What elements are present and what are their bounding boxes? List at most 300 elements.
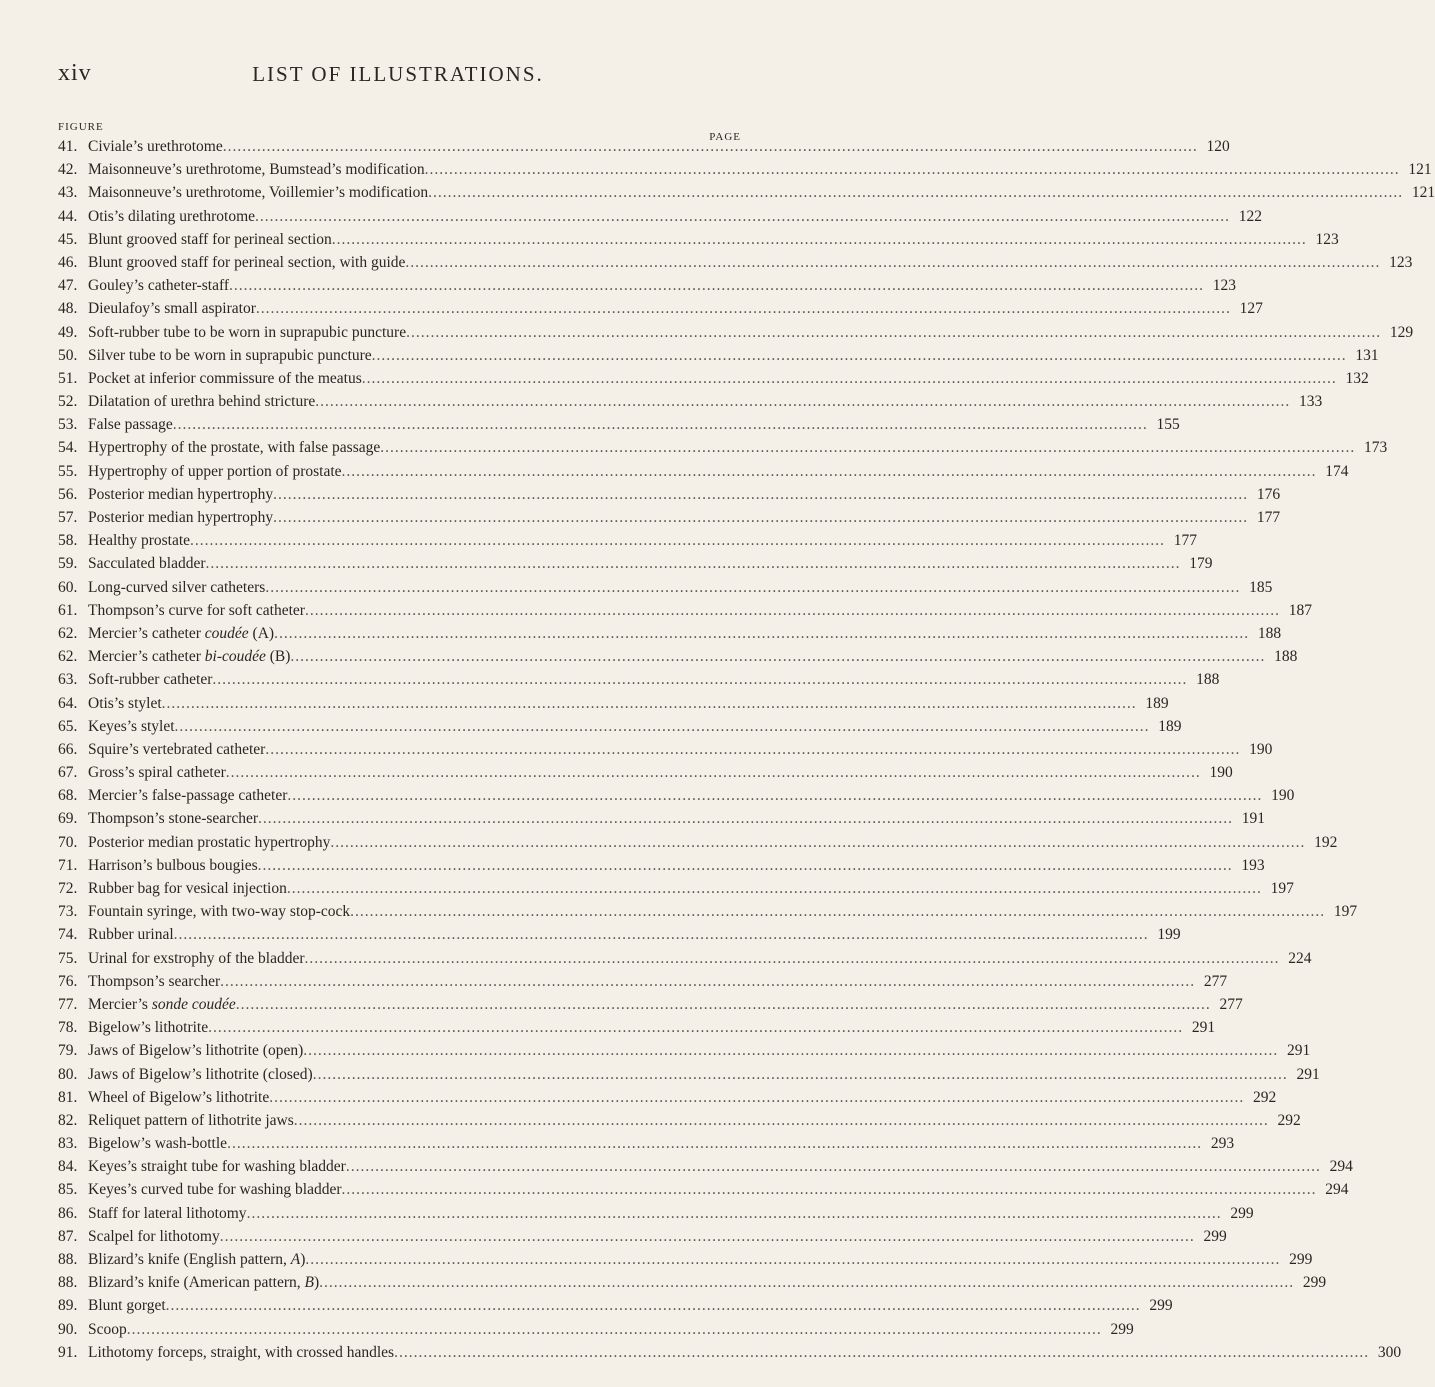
- dot-leader: [258, 810, 1233, 828]
- running-title: LIST OF ILLUSTRATIONS.: [252, 62, 544, 86]
- dot-leader: [305, 1251, 1280, 1269]
- list-item: [58, 1088, 1277, 1112]
- dot-leader: [394, 1344, 1369, 1362]
- page-reference: 199: [1157, 926, 1181, 944]
- figure-number: 90.: [58, 1320, 78, 1338]
- figure-number: 82.: [58, 1111, 78, 1129]
- dot-leader: [265, 579, 1240, 597]
- dot-leader: [127, 1321, 1102, 1339]
- list-item: [58, 880, 1294, 903]
- figure-caption: [88, 416, 173, 434]
- caption-italic: A: [290, 1251, 301, 1268]
- figure-number: 62.: [58, 648, 78, 666]
- figure-number: 64.: [58, 694, 78, 712]
- list-item: [58, 903, 1358, 926]
- page-reference: 300: [1377, 1343, 1402, 1361]
- caption-text: Soft-rubber catheter: [88, 671, 213, 689]
- page-reference: 299: [1110, 1320, 1134, 1338]
- figure-number: 86.: [58, 1204, 78, 1222]
- list-item: [58, 648, 1298, 671]
- dot-leader: [205, 555, 1180, 573]
- list-item: [58, 416, 1180, 439]
- caption-text: Mercier’s: [88, 995, 148, 1013]
- page-reference: 293: [1210, 1135, 1235, 1153]
- page-reference: 123: [1389, 253, 1413, 271]
- figure-caption: [88, 1321, 127, 1339]
- list-item: [58, 230, 1339, 254]
- figure-number: 55.: [58, 462, 78, 480]
- figure-caption: [88, 300, 256, 318]
- caption-text: Scalpel for lithotomy: [88, 1227, 220, 1245]
- caption-text: Rubber urinal: [88, 926, 174, 944]
- list-item: [58, 810, 1266, 833]
- figure-number: 43.: [58, 184, 78, 202]
- dot-leader: [220, 973, 1195, 991]
- page-reference: 155: [1156, 416, 1180, 434]
- figure-number: 53.: [58, 416, 78, 434]
- caption-text: Fountain syringe, with two-way stop-cock: [88, 903, 351, 921]
- list-item: [58, 1158, 1353, 1181]
- caption-text: Hypertrophy of the prostate, with false passage: [88, 439, 381, 457]
- list-item: [58, 1111, 1301, 1135]
- dot-leader: [287, 880, 1262, 898]
- dot-leader: [162, 695, 1137, 713]
- figure-number: 58.: [58, 532, 78, 550]
- figure-number: 79.: [58, 1042, 78, 1060]
- figure-number: 56.: [58, 485, 78, 503]
- list-item: [58, 1227, 1227, 1251]
- figure-caption: [88, 161, 425, 179]
- figure-caption: [88, 463, 342, 481]
- page-reference: 224: [1288, 949, 1312, 967]
- caption-text: Keyes’s curved tube for washing bladder: [88, 1181, 342, 1199]
- list-item: [58, 764, 1233, 787]
- figure-caption: [88, 926, 174, 944]
- caption-text: Posterior median prostatic hypertrophy: [88, 833, 331, 851]
- figure-caption: [88, 324, 406, 342]
- dot-leader: [226, 764, 1201, 782]
- caption-text: Wheel of Bigelow’s lithotrite: [88, 1088, 270, 1106]
- list-item: [58, 485, 1281, 509]
- caption-text: Maisonneuve’s urethrotome, Bumstead’s modification: [88, 161, 425, 179]
- list-item: [58, 323, 1414, 347]
- figure-number: 71.: [58, 856, 78, 874]
- caption-text: Lithotomy forceps, straight, with crossed handles: [88, 1343, 395, 1361]
- figure-number: 87.: [58, 1227, 78, 1245]
- figure-caption: [88, 532, 190, 550]
- caption-text: Rubber bag for vesical injection: [88, 880, 287, 897]
- figure-number: 60.: [58, 578, 78, 596]
- caption-text: Reliquet pattern of lithotrite jaws: [88, 1111, 294, 1129]
- page-reference: 190: [1249, 740, 1273, 758]
- list-item: [58, 369, 1369, 393]
- list-item: [58, 184, 1435, 207]
- dot-leader: [330, 834, 1305, 852]
- caption-text: Keyes’s straight tube for washing bladder: [88, 1158, 346, 1176]
- figure-caption: [88, 1135, 227, 1153]
- dot-leader: [212, 671, 1187, 689]
- caption-text: Posterior median hypertrophy: [88, 509, 274, 526]
- list-item: [58, 1343, 1402, 1367]
- page-reference: 188: [1274, 648, 1298, 666]
- page-reference: 188: [1257, 624, 1282, 642]
- figure-number: 77.: [58, 995, 78, 1013]
- page-reference: 292: [1252, 1088, 1277, 1106]
- figure-caption: [88, 973, 220, 991]
- figure-caption: [88, 787, 287, 805]
- figure-number: 66.: [58, 740, 78, 758]
- caption-text: Mercier’s catheter: [88, 624, 201, 642]
- page-reference: 188: [1196, 671, 1220, 689]
- list-item: [58, 346, 1379, 370]
- page-reference: 197: [1270, 880, 1294, 897]
- dot-leader: [229, 277, 1204, 295]
- caption-text: False passage: [88, 416, 173, 434]
- figure-caption: [88, 903, 350, 921]
- caption-text: Mercier’s false-passage catheter: [88, 787, 288, 805]
- list-item: [58, 694, 1169, 718]
- caption-tail: ): [300, 1251, 306, 1268]
- figure-number: 63.: [58, 671, 78, 689]
- dot-leader: [166, 1297, 1141, 1315]
- list-item: [58, 1320, 1134, 1344]
- dot-leader: [273, 486, 1248, 504]
- page-header: [58, 60, 738, 100]
- dot-leader: [380, 439, 1355, 457]
- dot-leader: [425, 161, 1400, 179]
- caption-text: Posterior median hypertrophy: [88, 485, 274, 503]
- caption-text: Soft-rubber tube to be worn in suprapubic puncture: [88, 323, 407, 341]
- caption-text: Bigelow’s lithotrite: [88, 1019, 209, 1037]
- caption-text: Sacculated bladder: [88, 555, 206, 573]
- figure-caption: [88, 625, 274, 643]
- figure-caption: [88, 810, 258, 828]
- list-item: [58, 740, 1273, 764]
- list-item: [58, 555, 1213, 578]
- list-item: [58, 1019, 1216, 1042]
- caption-text: Blunt gorget: [88, 1297, 166, 1315]
- figure-number: 88.: [58, 1274, 78, 1292]
- caption-tail: (A): [252, 624, 275, 642]
- page-reference: 192: [1314, 833, 1338, 851]
- page-reference: 132: [1345, 369, 1369, 387]
- caption-text: Urinal for exstrophy of the bladder: [88, 949, 305, 967]
- figure-number: 72.: [58, 880, 78, 897]
- page-reference: 176: [1256, 485, 1281, 503]
- figure-caption: [88, 1251, 305, 1269]
- figure-caption: [88, 1344, 394, 1362]
- page-reference: 189: [1158, 717, 1182, 735]
- dot-leader: [265, 741, 1240, 759]
- figure-caption: [88, 718, 175, 736]
- caption-text: Harrison’s bulbous bougies: [88, 856, 258, 874]
- figure-caption: [88, 1066, 313, 1084]
- dot-leader: [303, 1042, 1278, 1060]
- dot-leader: [274, 625, 1249, 643]
- figure-caption: [88, 950, 305, 968]
- page-reference: 187: [1288, 601, 1312, 619]
- dot-leader: [174, 926, 1149, 944]
- figure-number: 61.: [58, 601, 78, 619]
- page-reference: 120: [1206, 138, 1230, 155]
- figure-caption: [88, 1205, 247, 1223]
- page-reference: 177: [1173, 532, 1198, 550]
- caption-text: Long-curved silver catheters: [88, 578, 266, 596]
- figure-number: 42.: [58, 161, 78, 179]
- page-reference: 179: [1189, 555, 1213, 573]
- figure-number: 89.: [58, 1297, 78, 1315]
- dot-leader: [175, 718, 1150, 736]
- figure-caption: [88, 138, 223, 156]
- dot-leader: [405, 254, 1380, 272]
- dot-leader: [258, 857, 1233, 875]
- caption-text: Gouley’s catheter-staff: [88, 277, 229, 295]
- figure-number: 80.: [58, 1065, 78, 1083]
- figure-number: 62.: [58, 624, 78, 642]
- caption-text: Blunt grooved staff for perineal section, with guide: [88, 253, 406, 271]
- dot-leader: [362, 370, 1337, 388]
- page-reference: 277: [1219, 995, 1243, 1013]
- figure-number: 78.: [58, 1019, 78, 1037]
- figure-caption: [88, 764, 226, 782]
- caption-text: Civiale’s urethrotome: [88, 138, 223, 155]
- list-item: [58, 509, 1281, 532]
- figure-number: 46.: [58, 253, 78, 271]
- list-item: [58, 300, 1263, 323]
- dot-leader: [428, 184, 1403, 202]
- dot-leader: [294, 1112, 1269, 1130]
- list-item: [58, 601, 1312, 625]
- dot-leader: [269, 1089, 1244, 1107]
- figure-caption: [88, 1112, 294, 1130]
- dot-leader: [273, 509, 1248, 527]
- figure-number: 73.: [58, 903, 78, 921]
- list-item: [58, 462, 1349, 486]
- page-reference: 190: [1271, 787, 1295, 805]
- page-reference: 299: [1149, 1297, 1173, 1315]
- caption-italic: sonde coudée: [151, 995, 236, 1013]
- page-number: xiv: [58, 60, 92, 86]
- figure-caption: [88, 486, 273, 504]
- list-item: [58, 926, 1181, 949]
- dot-leader: [346, 1158, 1321, 1176]
- figure-caption: [88, 579, 265, 597]
- figure-caption: [88, 602, 305, 620]
- figure-number: 75.: [58, 949, 78, 967]
- list-item: [58, 1181, 1349, 1204]
- list-item: [58, 787, 1295, 810]
- dot-leader: [227, 1135, 1202, 1153]
- figure-caption: [88, 1274, 319, 1292]
- figure-number: 45.: [58, 230, 78, 248]
- list-item: [58, 161, 1432, 184]
- list-item: [58, 253, 1413, 277]
- list-item: [58, 717, 1182, 741]
- figure-number: 49.: [58, 323, 78, 341]
- list-item: [58, 624, 1282, 648]
- dot-leader: [190, 532, 1165, 550]
- figure-caption: [88, 857, 258, 875]
- list-item: [58, 995, 1243, 1019]
- list-item: [58, 207, 1263, 231]
- caption-text: Gross’s spiral catheter: [88, 764, 226, 782]
- dot-leader: [319, 1274, 1294, 1292]
- list-item: [58, 578, 1273, 602]
- figure-caption: [88, 880, 287, 898]
- page-reference: 129: [1389, 323, 1414, 341]
- dot-leader: [220, 1228, 1195, 1246]
- column-headings: [58, 121, 741, 143]
- caption-text: Mercier’s catheter: [88, 648, 201, 666]
- figure-number: 52.: [58, 393, 78, 411]
- dot-leader: [287, 787, 1262, 805]
- figure-number: 84.: [58, 1158, 78, 1176]
- page-reference: 294: [1329, 1158, 1353, 1176]
- figure-caption: [88, 1089, 269, 1107]
- page-reference: 121: [1411, 184, 1435, 202]
- dot-leader: [173, 416, 1148, 434]
- list-item: [58, 532, 1198, 555]
- figure-number: 50.: [58, 346, 78, 364]
- dot-leader: [406, 324, 1381, 342]
- page-reference: 174: [1325, 462, 1349, 480]
- figure-caption: [88, 1297, 166, 1315]
- figure-caption: [88, 1158, 346, 1176]
- dot-leader: [236, 996, 1211, 1014]
- figure-number: 67.: [58, 764, 78, 782]
- figure-number: 85.: [58, 1181, 78, 1199]
- list-item: [58, 1204, 1254, 1228]
- figure-caption: [88, 509, 273, 527]
- figure-caption: [88, 208, 255, 226]
- page-reference: 277: [1203, 972, 1228, 990]
- caption-tail: ): [313, 1274, 320, 1292]
- figure-number: 59.: [58, 555, 78, 573]
- list-item: [58, 856, 1265, 880]
- page-reference: 299: [1302, 1274, 1327, 1292]
- page-reference: 189: [1145, 694, 1169, 712]
- list-item: [58, 1065, 1320, 1089]
- caption-text: Otis’s dilating urethrotome: [88, 207, 256, 225]
- page-reference: 193: [1241, 856, 1265, 874]
- illustrations-list: [58, 138, 1435, 1367]
- caption-text: Hypertrophy of upper portion of prostate: [88, 462, 342, 480]
- page-column-heading: PAGE: [709, 131, 741, 143]
- list-item: [58, 1297, 1173, 1320]
- figure-number: 91.: [58, 1343, 78, 1361]
- caption-text: Otis’s stylet: [88, 694, 162, 712]
- dot-leader: [342, 1181, 1317, 1199]
- caption-text: Pocket at inferior commissure of the meatus: [88, 369, 362, 387]
- page-reference: 299: [1230, 1204, 1254, 1222]
- figure-caption: [88, 370, 362, 388]
- caption-text: Staff for lateral lithotomy: [88, 1204, 247, 1222]
- list-item: [58, 393, 1323, 416]
- dot-leader: [247, 1205, 1222, 1223]
- caption-text: Jaws of Bigelow’s lithotrite (open): [88, 1042, 304, 1060]
- figure-caption: [88, 555, 205, 573]
- caption-text: Keyes’s stylet: [88, 717, 175, 735]
- caption-text: Squire’s vertebrated catheter: [88, 740, 266, 758]
- dot-leader: [255, 208, 1230, 226]
- page-reference: 133: [1299, 393, 1323, 411]
- figure-caption: [88, 834, 330, 852]
- figure-caption: [88, 184, 428, 202]
- page-reference: 191: [1241, 810, 1266, 828]
- list-item: [58, 1042, 1311, 1065]
- figure-number: 54.: [58, 439, 78, 457]
- page-reference: 131: [1355, 346, 1379, 364]
- figure-caption: [88, 347, 372, 365]
- caption-text: Thompson’s stone-searcher: [88, 810, 259, 828]
- caption-italic: bi-coudée: [204, 648, 266, 666]
- page-reference: 190: [1209, 764, 1233, 782]
- figure-number: 51.: [58, 369, 78, 387]
- figure-number: 88.: [58, 1251, 78, 1268]
- figure-number: 44.: [58, 207, 78, 225]
- list-item: [58, 277, 1236, 300]
- dot-leader: [350, 903, 1325, 921]
- list-item: [58, 1274, 1327, 1297]
- page-reference: 123: [1315, 230, 1339, 248]
- caption-text: Maisonneuve’s urethrotome, Voillemier’s modification: [88, 184, 429, 202]
- list-item: [58, 833, 1338, 857]
- caption-text: Bigelow’s wash-bottle: [88, 1135, 228, 1153]
- page-reference: 294: [1325, 1181, 1349, 1199]
- page-reference: 177: [1256, 509, 1281, 526]
- caption-text: Dilatation of urethra behind stricture: [88, 393, 316, 411]
- figure-column-heading: FIGURE: [58, 121, 104, 133]
- page-reference: 292: [1277, 1111, 1301, 1129]
- figure-number: 70.: [58, 833, 78, 851]
- caption-text: Healthy prostate: [88, 532, 191, 550]
- figure-number: 76.: [58, 972, 78, 990]
- list-item: [58, 671, 1220, 694]
- page-reference: 197: [1333, 903, 1358, 921]
- dot-leader: [305, 602, 1280, 620]
- list-item: [58, 439, 1388, 462]
- caption-text: Silver tube to be worn in suprapubic puncture: [88, 346, 372, 364]
- page-reference: 127: [1239, 300, 1263, 318]
- figure-caption: [88, 1042, 303, 1060]
- list-item: [58, 1135, 1235, 1158]
- figure-caption: [88, 741, 265, 759]
- page-reference: 185: [1249, 578, 1273, 596]
- figure-number: 41.: [58, 138, 78, 155]
- dot-leader: [332, 231, 1307, 249]
- caption-text: Thompson’s searcher: [88, 972, 221, 990]
- figure-number: 65.: [58, 717, 78, 735]
- caption-text: Scoop: [88, 1320, 127, 1338]
- page-reference: 291: [1296, 1065, 1320, 1083]
- dot-leader: [256, 300, 1231, 318]
- figure-number: 57.: [58, 509, 78, 526]
- figure-number: 81.: [58, 1088, 78, 1106]
- figure-caption: [88, 1181, 342, 1199]
- list-item: [58, 1251, 1313, 1274]
- dot-leader: [313, 1066, 1288, 1084]
- figure-caption: [88, 695, 162, 713]
- figure-caption: [88, 1019, 208, 1037]
- dot-leader: [305, 950, 1280, 968]
- page-reference: 173: [1364, 439, 1388, 457]
- caption-tail: (B): [269, 648, 291, 666]
- caption-text: Blizard’s knife (English pattern,: [88, 1251, 287, 1268]
- dot-leader: [290, 648, 1265, 666]
- caption-italic: coudée: [204, 624, 249, 642]
- figure-number: 48.: [58, 300, 78, 318]
- list-item: [58, 138, 1230, 161]
